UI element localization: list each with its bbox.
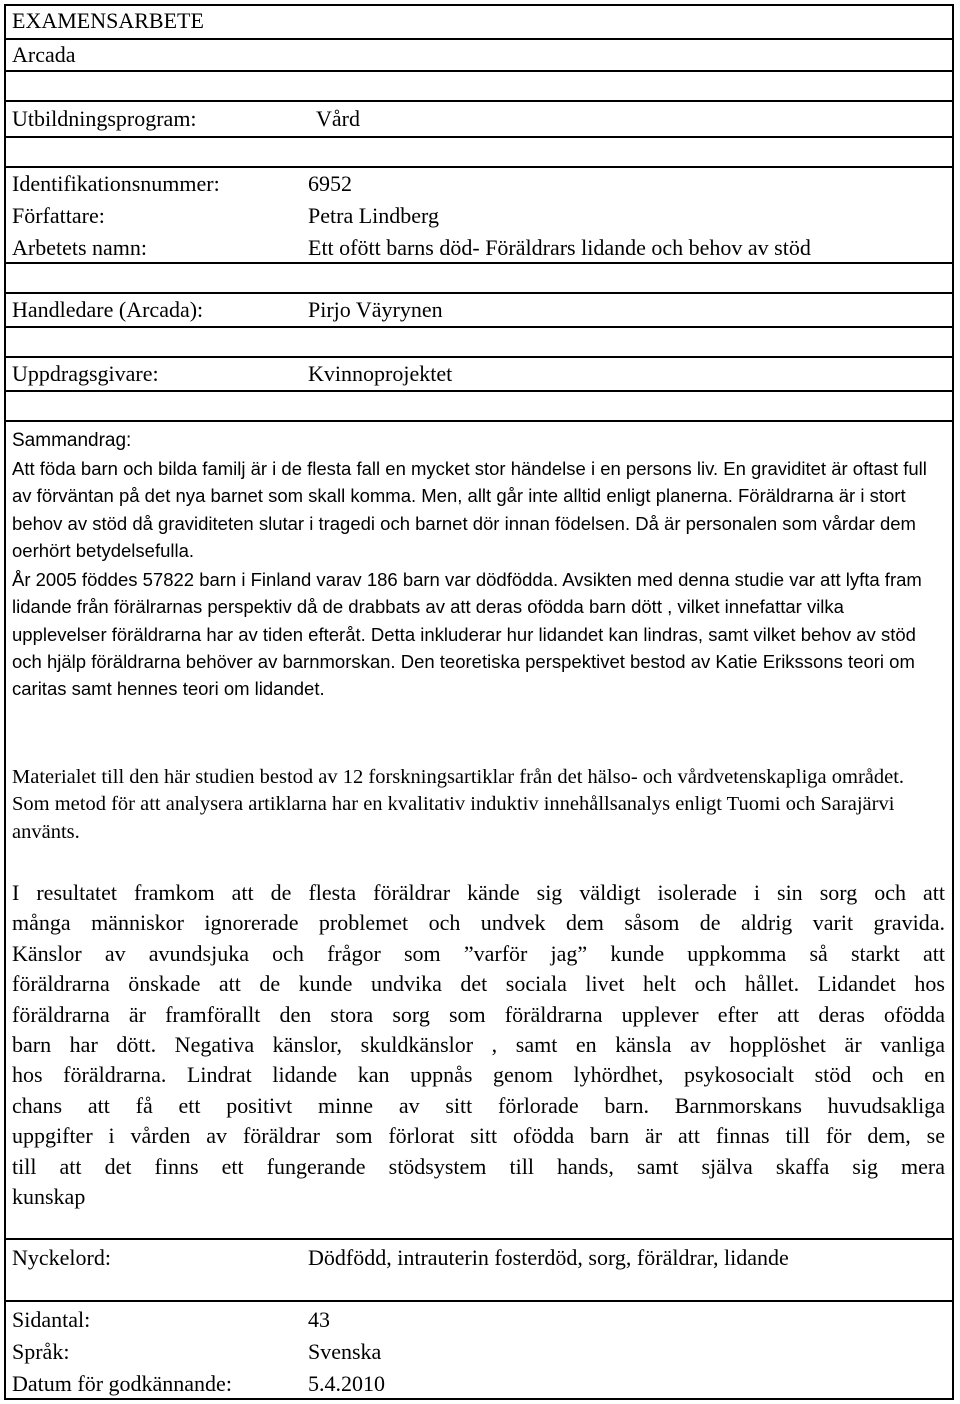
results-line: föräldrarna önskade att de kunde undvika det sociala livet helt och hållet. Lidandet hos [12,971,945,997]
separator [4,1300,954,1302]
supervisor-value: Pirjo Väyrynen [308,297,443,322]
institution-name: Arcada [12,42,76,67]
abstract-paragraph-1: Att föda barn och bilda familj är i de flesta fall en mycket stor händelse i en persons liv. En graviditet är oftast full av förväntan på det nya barnet som skall komma. Men, allt går inte alltid enligt planerna. Föräldrarna är i stort behov av stöd då graviditeten slutar i tragedi och barnet dör innan födelsen. Då är personalen som vårdar dem oerhört betydelsefulla. [12,458,927,561]
program-value: Vård [316,106,360,131]
separator [4,420,954,422]
author-label: Författare: [12,203,105,228]
keywords-value: Dödfödd, intrauterin fosterdöd, sorg, föräldrar, lidande [308,1245,789,1270]
results-line: många människor ignorerade problemet och undvek dem såsom de aldrig varit gravida. [12,910,945,936]
keywords-label: Nyckelord: [12,1245,111,1270]
commissioner-value: Kvinnoprojektet [308,361,453,386]
results-line: hos föräldrarna. Lindrat lidande kan uppnås genom lyhördhet, psykosocialt stöd och en [12,1062,945,1088]
results-line: kunskap [12,1183,86,1209]
document-title: EXAMENSARBETE [12,8,204,33]
approval-date-value: 5.4.2010 [308,1371,385,1396]
pages-label: Sidantal: [12,1307,91,1332]
language-value: Svenska [308,1339,382,1364]
results-line: uppgifter i vården av föräldrar som förlorat sitt ofödda barn är att finnas till för dem, se [12,1123,945,1149]
separator [4,292,954,294]
work-title-label: Arbetets namn: [12,235,148,260]
separator [4,166,954,168]
abstract-paragraph-2: År 2005 föddes 57822 barn i Finland varav 186 barn var dödfödda. Avsikten med denna studie var att lyfta fram lidande från förälrarnas perspektiv då de drabbats av att deras ofödda barn dött , vilket innefattar vilka upplevelser föräldrarna har av tiden efteråt. Detta inkluderar hur lidandet kan lindras, samt vilket behov av stöd och hjälp föräldrarna behöver av barnmorskan. Den teoretiska perspektivet bestod av Katie Erikssons teori om caritas samt hennes teori om lidandet. [12,569,922,700]
separator [4,38,954,40]
separator [4,390,954,392]
program-label: Utbildningsprogram: [12,106,197,131]
separator [4,136,954,138]
results-line: chans att få ett positivt minne av sitt förlorade barn. Barnmorskans huvudsakliga [12,1092,945,1118]
results-line: till att det finns ett fungerande stödsystem till hands, samt själva skaffa sig mera [12,1153,945,1179]
separator [4,70,954,72]
id-value: 6952 [308,171,352,196]
separator [4,100,954,102]
separator [4,356,954,358]
abstract-heading: Sammandrag: [12,430,132,451]
separator [4,1238,954,1240]
work-title-value: Ett ofött barns död- Föräldrars lidande och behov av stöd [308,235,811,260]
supervisor-label: Handledare (Arcada): [12,297,204,322]
abstract-paragraph-3: Materialet till den här studien bestod av 12 forskningsartiklar från det hälso- och vårdvetenskapliga området. Som metod för att analysera artiklarna har en kvalitativ induktiv innehållsanalys enligt Tuomi och Sarajärvi använts. [12,766,905,843]
approval-date-label: Datum för godkännande: [12,1371,232,1396]
abstract-results [12,878,945,1212]
language-label: Språk: [12,1339,70,1364]
author-value: Petra Lindberg [308,203,439,228]
commissioner-label: Uppdragsgivare: [12,361,159,386]
pages-value: 43 [308,1307,330,1332]
results-line: I resultatet framkom att de flesta föräldrar kände sig väldigt isolerade i sin sorg och att [12,880,945,905]
results-line: Känslor av avundsjuka och frågor som ”varför jag” kunde uppkomma så starkt att [12,940,945,966]
id-label: Identifikationsnummer: [12,171,220,196]
separator [4,262,954,264]
results-line: föräldrarna är framförallt den stora sorg som föräldrarna upplever efter att deras ofödda [12,1001,945,1027]
separator [4,326,954,328]
results-line: barn har dött. Negativa känslor, skuldkänslor , samt en känsla av hopplöshet är vanliga [12,1031,945,1057]
